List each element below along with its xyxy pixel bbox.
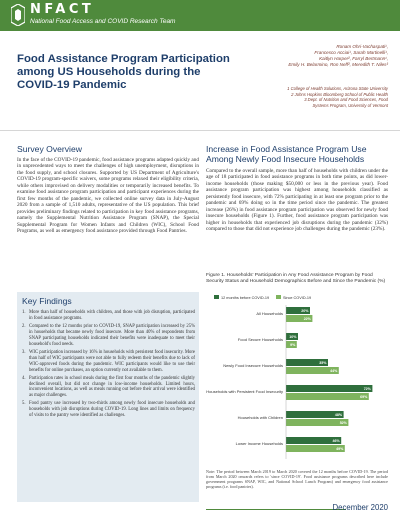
category-label: All Households <box>256 311 283 316</box>
participation-bar-chart <box>206 293 388 468</box>
bar-value-label: 48% <box>334 413 343 417</box>
bar-value-label: 22% <box>303 317 311 321</box>
finding-item <box>22 350 195 374</box>
bar <box>286 393 369 400</box>
key-findings-heading: Key Findings <box>22 296 72 306</box>
legend-swatch <box>276 295 281 299</box>
figure-note: Note: The period between March 2019 to March 2020 covered the 12 months before COVID-19. The period from March 2020 onwards refers to 'since COVID-19'. Food assistance programs described here include government programs SNAP, WIC, and National School Lunch Program) and emergency food assistance programs (i.e. food pantries). <box>206 469 388 489</box>
bar-value-label: 44% <box>330 369 338 373</box>
finding-number: 2. <box>22 324 26 329</box>
bar-value-label: 72% <box>363 387 371 391</box>
finding-text: Participation rates in school meals during the first four months of the pandemic slightly declined overall, but did not change in low-income households. Limited hours, inconvenient locations, as well as meals running out before their arrival were identified as major challenges. <box>29 375 195 399</box>
key-findings-list <box>22 310 195 421</box>
org-subtitle: National Food Access and COVID Research Team <box>30 18 176 25</box>
bar <box>286 385 372 392</box>
figure-caption: Figure 1. Households' Participation in Any Food Assistance Program by Food Security Status and Household Demographics Before and Since the Pandemic (%) <box>206 273 386 285</box>
key-findings-box <box>17 292 199 502</box>
author-line: Ronam Ohri-Vachaspati¹, <box>336 44 388 49</box>
finding-text: More than half of households with children, and those with job disruption, participated in food assistance programs. <box>29 310 195 321</box>
footer-divider <box>206 509 346 510</box>
finding-item <box>22 401 195 419</box>
bar-value-label: 69% <box>360 395 368 399</box>
divider <box>0 130 400 131</box>
bar-value-label: 52% <box>339 421 347 425</box>
affiliation-line: 3 Dept. of Nutrition and Food Sciences, Food <box>304 97 388 103</box>
legend-label: Since COVID-19 <box>283 296 312 300</box>
finding-text: Compared to the 12 months prior to COVID-19, SNAP participation increased by 25% in households that became newly food insecure. More than 40% of respondents from SNAP participating households indicated their benefits were inadequate to meet their household's food needs. <box>29 324 195 347</box>
author-line: Kaitlyn Harper², Farryl Bertmann¹, <box>319 56 388 61</box>
header-banner <box>0 0 400 31</box>
finding-number: 3. <box>22 349 26 355</box>
publication-date: December 2020 <box>332 503 388 512</box>
page-title: Food Assistance Program Participation among US Households during the COVID-19 Pandemic <box>17 53 230 91</box>
bar-value-label: 46% <box>332 439 340 443</box>
affiliation-line: 2 Johns Hopkins Bloomberg School of Public Health <box>291 91 388 97</box>
finding-number: 5. <box>22 401 26 407</box>
survey-text: In the face of the COVID-19 pandemic, food assistance programs adapted quickly and in unprecedented ways to meet the challenges of high unemployment, disruptions in the food supply, and school closures. Supported by US Department of Agriculture's COVID-19 program-specific waivers, some programs relaxed their eligibility criteria, while others improvised on delivery modalities or temporarily increased benefits. To examine food assistance program participation and participant experiences during the first few months of the pandemic, we collected online survey data in July-August 2020 from a sample of 1,510 adults, representative of the US population. This brief provides preliminary findings related to participation in key food assistance programs, namely the Supplemental Nutrition Assistance Program (SNAP), the Special Supplemental Program for Women Infants and Children (WIC), School Food Programs, as well as emergency food assistance provided through Food Pantries. <box>17 157 199 234</box>
logo-icon <box>11 4 25 26</box>
finding-text: WIC participation increased by 16% in households with persistent food insecurity. More than half of WIC participants were not able to fully redeem their benefits due to lack of WIC-approved foods during the pandemic. WIC participants would like to use their benefits for online purchases, an option currently not available to them. <box>29 349 195 373</box>
survey-heading: Survey Overview <box>17 144 82 154</box>
finding-item <box>22 324 195 348</box>
author-line: Emily H. Belarmino, Ron Neff², Meredith T. Niles³ <box>288 62 388 67</box>
category-label: Newly Food Insecure Households <box>223 363 283 368</box>
affiliation-list <box>218 86 388 108</box>
author-line: Francesco Acciai¹, Sarah Martinelli¹, <box>314 50 388 55</box>
increase-heading: Increase in Food Assistance Program Use Among Newly Food Insecure Households <box>206 144 367 164</box>
finding-item <box>22 310 195 322</box>
author-list <box>218 44 388 68</box>
category-label: Households with Children <box>237 415 283 420</box>
finding-item <box>22 376 195 400</box>
bar-value-label: 49% <box>336 447 344 451</box>
legend-label: 12 months before COVID-19 <box>221 296 270 300</box>
bar-value-label: 20% <box>301 309 309 313</box>
finding-number: 1. <box>22 310 26 315</box>
finding-number: 4. <box>22 375 26 381</box>
category-label: Households with Persistent Food Insecurity <box>206 389 283 394</box>
affiliation-line: 1 College of Health Solutions, Arizona State University <box>287 86 388 91</box>
affiliation-line: Systems Program, University of Vermont <box>312 102 388 108</box>
bar-value-label: 10% <box>289 335 297 339</box>
bar-value-label: 9% <box>290 343 296 347</box>
bar-value-label: 35% <box>319 361 327 365</box>
category-label: Food Secure Households <box>237 337 283 342</box>
category-label: Lower Income Households <box>235 441 283 446</box>
org-name: NFACT <box>30 2 95 17</box>
legend-swatch <box>214 295 219 299</box>
increase-text: Compared to the overall sample, more than half of households with children under the age of 18 participated in food assistance programs in both time points, as did lower-income households (those making $50,000 or less in the previous year). Food assistance program participation was highest among households classified as persistently food insecure, with 72% participating in at least one program prior to the pandemic and 69% doing so in the time period since the pandemic. The greatest increase (26%) in food assistance program participation was observed for newly food insecure households (Figure 1). Further, food assistance program participation was higher in households that experienced job disruptions during the pandemic (32%) compared to those that did not experience job challenges during the pandemic (23%). <box>206 168 388 233</box>
finding-text: Food pantry use increased by two-thirds among newly food insecure households and households with job disruptions during COVID-19. Long lines and limits on frequency of visits to the pantry were identified as challenges. <box>29 401 195 419</box>
